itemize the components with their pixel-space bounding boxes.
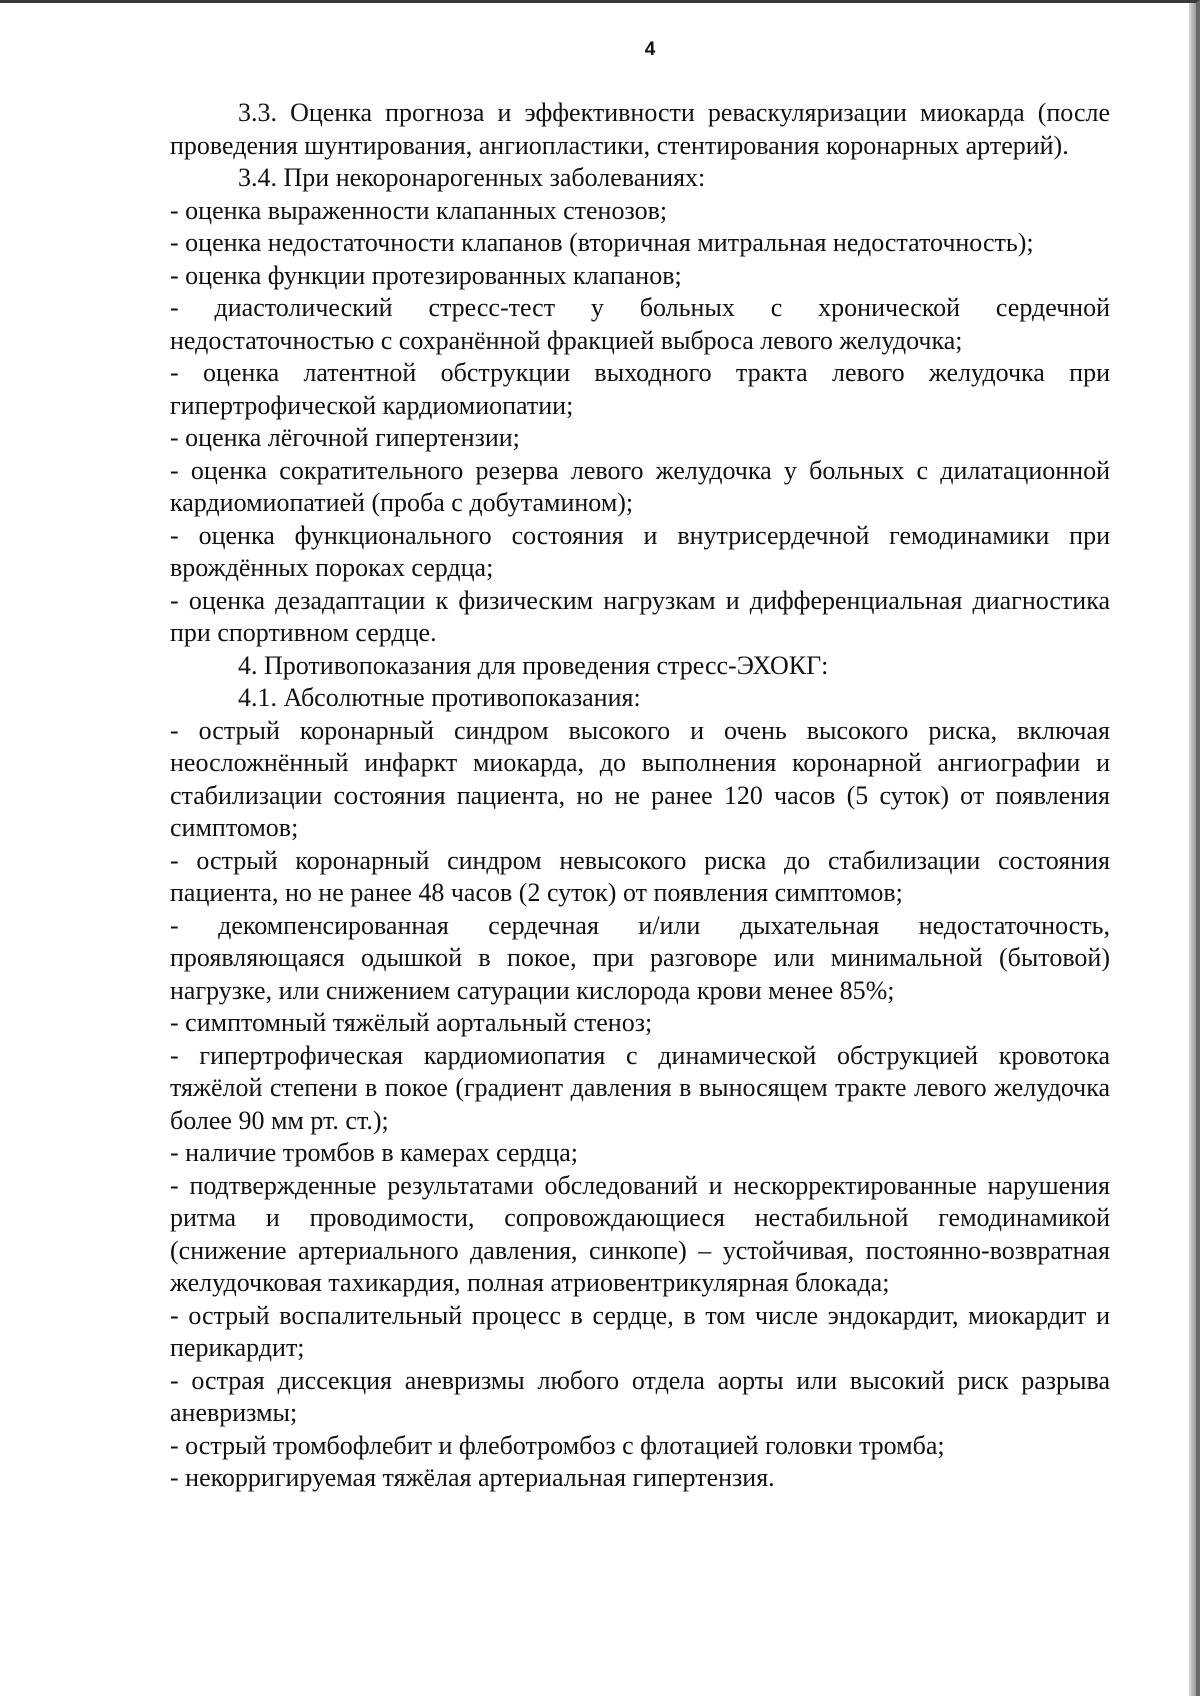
list-item: - декомпенсированная сердечная и/или дыхательная недостаточность, проявляющаяся одышкой в покое, при разговоре или минимальной (бытовой) нагрузке, или снижением сатурации кислорода крови менее 85%; bbox=[170, 910, 1110, 1005]
section-heading-4: 4. Противопоказания для проведения стресс-ЭХОКГ: bbox=[238, 650, 829, 680]
paragraph-3-3: 3.3. Оценка прогноза и эффективности реваскуляризации миокарда (после проведения шунтирования, ангиопластики, стентирования коронарных артерий). bbox=[170, 98, 1110, 160]
page-number: 4 bbox=[644, 39, 656, 60]
list-item: - острый коронарный синдром высокого и очень высокого риска, включая неосложнённый инфаркт миокарда, до выполнения коронарной ангиографии и стабилизации состояния пациента, но не ранее 120 часов (5 суток) от появления симптомов; bbox=[170, 715, 1110, 842]
list-item: - некорригируемая тяжёлая артериальная гипертензия. bbox=[170, 1463, 775, 1492]
list-item: - оценка сократительного резерва левого желудочка у больных с дилатационной кардиомиопатией (проба с добутамином); bbox=[170, 455, 1110, 517]
list-item: - острая диссекция аневризмы любого отдела аорты или высокий риск разрыва аневризмы; bbox=[170, 1365, 1110, 1427]
list-item: - оценка дезадаптации к физическим нагрузкам и дифференциальная диагностика при спортивном сердце. bbox=[170, 585, 1110, 647]
paragraph-3-4: 3.4. При некоронарогенных заболеваниях: bbox=[238, 163, 706, 192]
list-item: - оценка недостаточности клапанов (вторичная митральная недостаточность); bbox=[170, 228, 1034, 257]
list-item: - оценка выраженности клапанных стенозов; bbox=[170, 195, 668, 225]
list-item: - оценка функции протезированных клапанов; bbox=[170, 260, 682, 290]
list-item: - оценка функционального состояния и внутрисердечной гемодинамики при врождённых пороках сердца; bbox=[170, 520, 1110, 582]
list-item: - острый коронарный синдром невысокого риска до стабилизации состояния пациента, но не ранее 48 часов (2 суток) от появления симптомов; bbox=[170, 845, 1110, 907]
list-item: - оценка лёгочной гипертензии; bbox=[170, 423, 520, 452]
list-item: - гипертрофическая кардиомиопатия с динамической обструкцией кровотока тяжёлой степени в покое (градиент давления в выносящем тракте левого желудочка более 90 мм рт. ст.); bbox=[170, 1040, 1110, 1135]
document-body bbox=[170, 97, 1110, 1495]
list-item: - подтвержденные результатами обследований и нескорректированные нарушения ритма и проводимости, сопровождающиеся нестабильной гемодинамикой (снижение артериального давления, синкопе) – устойчивая, постоянно-возвратная желудочковая тахикардия, полная атриовентрикулярная блокада; bbox=[170, 1170, 1110, 1297]
scan-edge bbox=[1189, 3, 1196, 1696]
list-item: - наличие тромбов в камерах сердца; bbox=[170, 1138, 578, 1167]
list-item: - острый воспалительный процесс в сердце, в том числе эндокардит, миокардит и перикардит; bbox=[170, 1300, 1110, 1362]
list-item: - диастолический стресс-тест у больных с хронической сердечной недостаточностью с сохранённой фракцией выброса левого желудочка; bbox=[170, 293, 1110, 355]
list-item: - симптомный тяжёлый аортальный стеноз; bbox=[170, 1008, 653, 1037]
list-item: - оценка латентной обструкции выходного тракта левого желудочка при гипертрофической кардиомиопатии; bbox=[170, 358, 1110, 420]
section-heading-4-1: 4.1. Абсолютные противопоказания: bbox=[238, 683, 641, 712]
list-item: - острый тромбофлебит и флеботромбоз с флотацией головки тромба; bbox=[170, 1430, 945, 1460]
